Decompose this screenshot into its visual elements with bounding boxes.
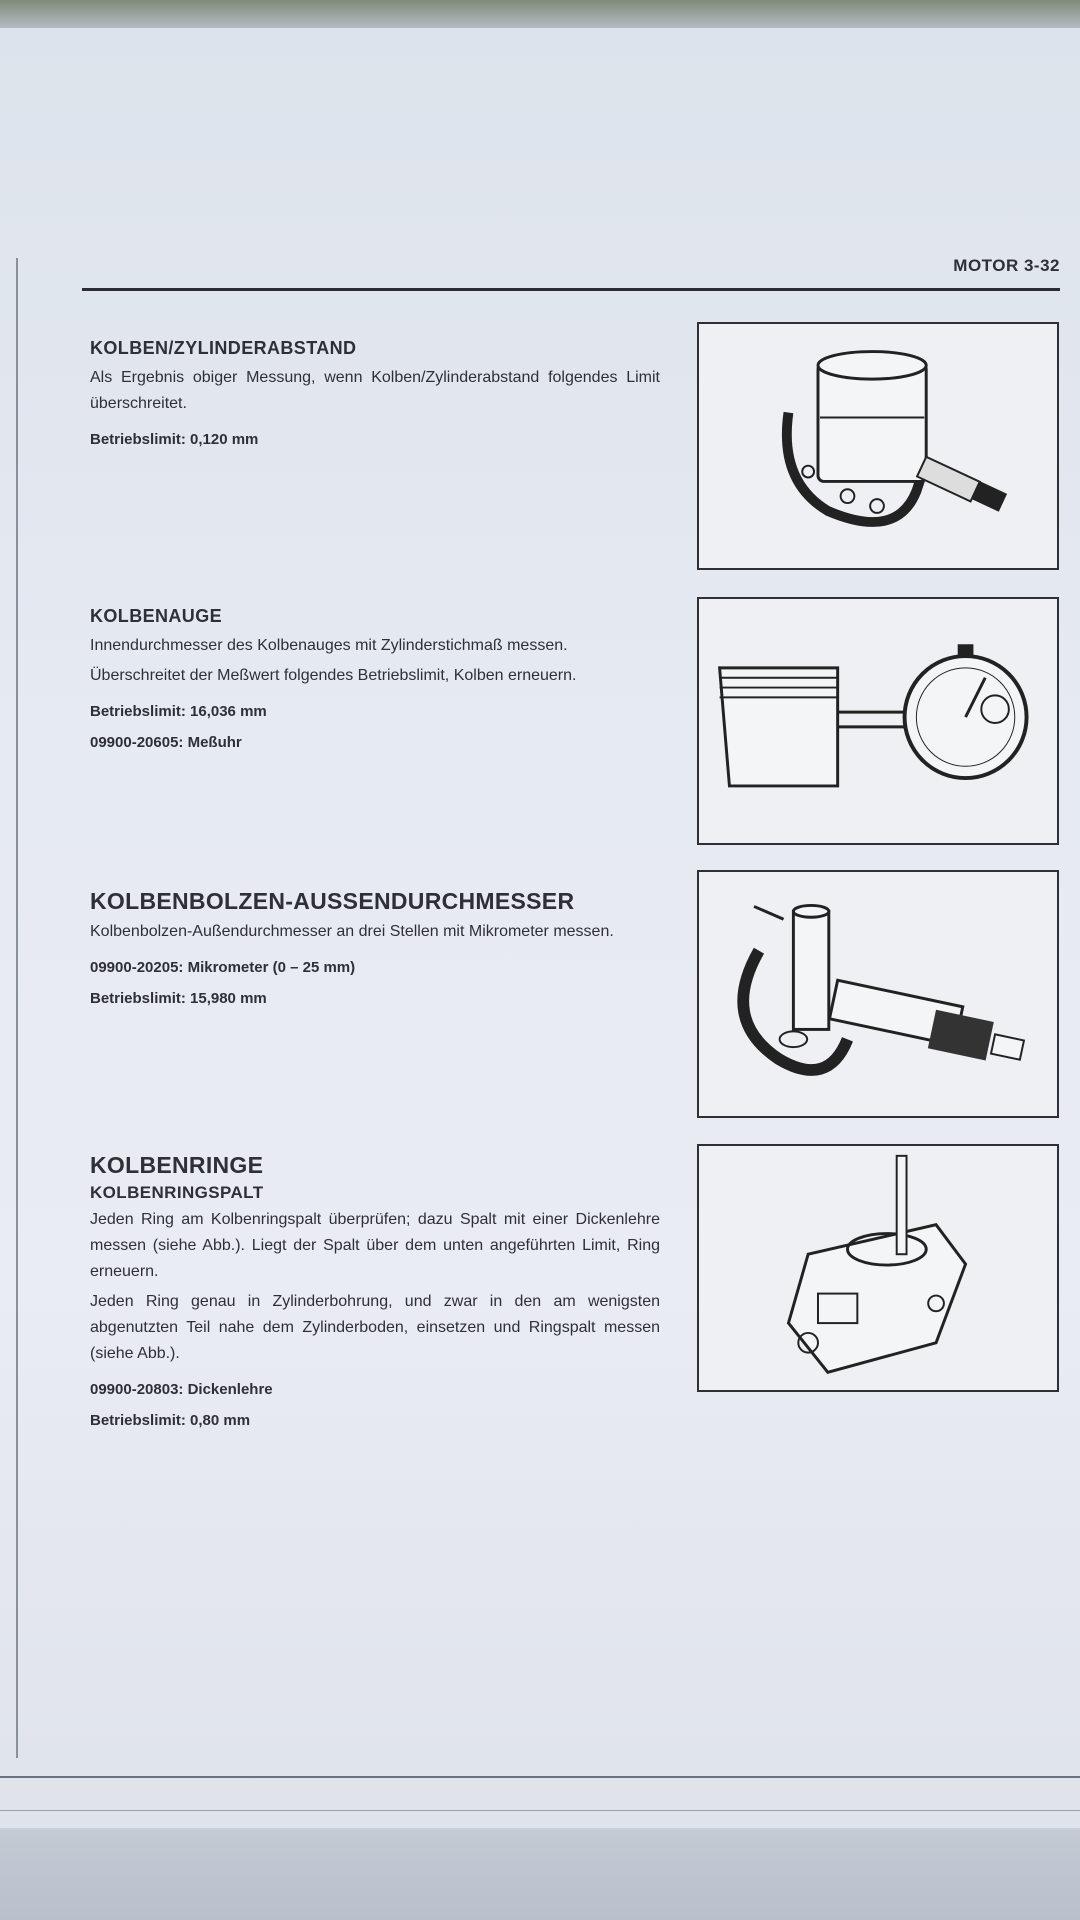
section-title: KOLBEN/ZYLINDERABSTAND xyxy=(90,338,357,358)
section-piston-pin-bore xyxy=(90,606,660,751)
footer-divider xyxy=(0,1776,1080,1778)
page-label: MOTOR 3-32 xyxy=(953,256,1060,275)
section-text: Als Ergebnis obiger Messung, wenn Kolben/Zylinderabstand folgendes Limit überschreitet. xyxy=(90,369,660,412)
piston-micrometer-illustration xyxy=(697,322,1059,570)
section-title: KOLBENBOLZEN-AUSSENDURCHMESSER xyxy=(90,888,575,914)
service-limit: Betriebslimit: 0,120 mm xyxy=(90,431,259,448)
tool-reference: 09900-20605: Meßuhr xyxy=(90,734,242,751)
section-piston-rings xyxy=(90,1152,660,1429)
dial-gauge-illustration xyxy=(697,597,1059,845)
bottom-edge xyxy=(0,1830,1080,1920)
section-title: KOLBENRINGE xyxy=(90,1152,264,1178)
section-text: Kolbenbolzen-Außendurchmesser an drei Stellen mit Mikrometer messen. xyxy=(90,923,614,940)
section-piston-clearance xyxy=(90,338,660,448)
service-limit: Betriebslimit: 0,80 mm xyxy=(90,1412,251,1429)
binding-edge-line xyxy=(16,258,18,1758)
footer-divider-thin xyxy=(0,1810,1080,1811)
section-subtitle: KOLBENRINGSPALT xyxy=(90,1183,264,1202)
section-text: Jeden Ring genau in Zylinderbohrung, und zwar in den am wenigsten abgenutzten Teil nahe dem Zylinderboden, einsetzen und Ringspalt messen (siehe Abb.). xyxy=(90,1293,660,1362)
ring-gap-feeler-gauge-illustration xyxy=(697,1144,1059,1392)
section-piston-pin-od xyxy=(90,888,660,1007)
service-limit: Betriebslimit: 15,980 mm xyxy=(90,990,267,1007)
tool-reference: 09900-20803: Dickenlehre xyxy=(90,1381,273,1398)
tool-reference: 09900-20205: Mikrometer (0 – 25 mm) xyxy=(90,959,356,976)
section-title: KOLBENAUGE xyxy=(90,606,223,626)
section-text: Überschreitet der Meßwert folgendes Betriebslimit, Kolben erneuern. xyxy=(90,667,577,684)
header-divider xyxy=(82,288,1060,291)
section-text: Jeden Ring am Kolbenringspalt überprüfen; dazu Spalt mit einer Dickenlehre messen (siehe Abb.). Liegt der Spalt über dem unten angeführten Limit, Ring erneuern. xyxy=(90,1211,660,1280)
service-limit: Betriebslimit: 16,036 mm xyxy=(90,703,267,720)
section-text: Innendurchmesser des Kolbenauges mit Zylinderstichmaß messen. xyxy=(90,637,568,654)
pin-micrometer-illustration xyxy=(697,870,1059,1118)
top-edge xyxy=(0,0,1080,30)
